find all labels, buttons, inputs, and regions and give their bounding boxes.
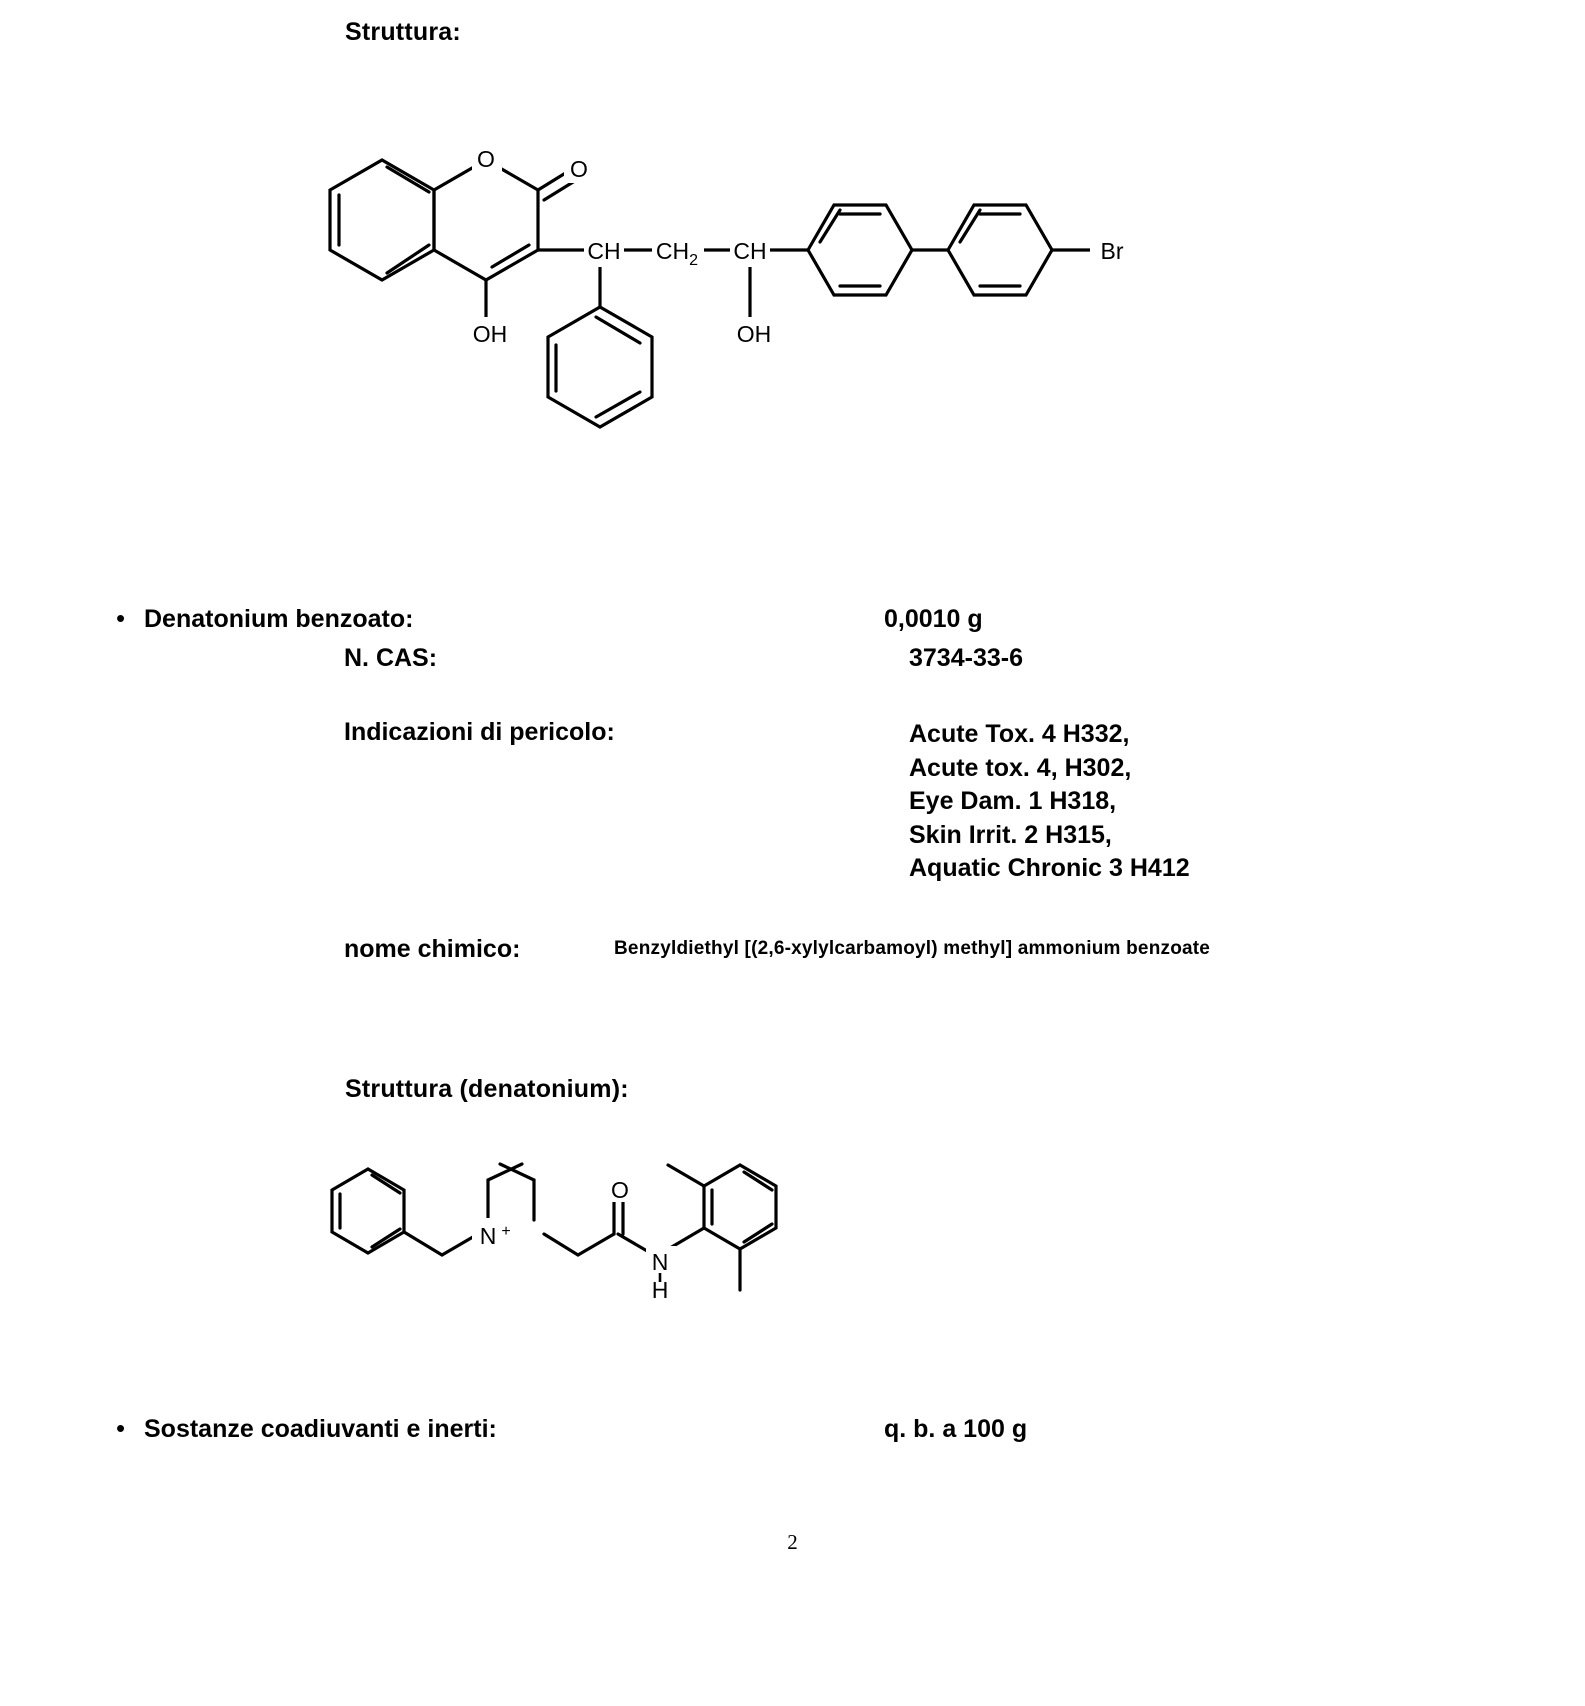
denatonium-structure <box>320 1160 900 1360</box>
page-subtitle-struttura-denatonium: Struttura (denatonium): <box>345 1075 629 1103</box>
hazard-label: Indicazioni di pericolo: <box>344 718 615 746</box>
chemical-name-value: Benzyldiethyl [(2,6-xylylcarbamoyl) methyl] ammonium benzoate <box>614 938 1211 959</box>
hazard-statement: Acute Tox. 4 H332, <box>909 720 1130 748</box>
denatonium-label: Denatonium benzoato: <box>144 605 414 633</box>
hazard-statement: Aquatic Chronic 3 H412 <box>909 854 1190 882</box>
atom-label-n-quaternary: N <box>479 1223 497 1249</box>
charge-label-plus: + <box>501 1223 511 1240</box>
denatonium-value: 0,0010 g <box>884 605 983 633</box>
atom-label-ch-right: CH <box>733 238 767 264</box>
hazard-statement: Acute tox. 4, H302, <box>909 753 1132 782</box>
atom-label-o-ring: O <box>477 146 495 172</box>
group-label-ch2: $CH_2$ <box>655 238 699 269</box>
page-title-struttura: Struttura: <box>345 18 461 46</box>
atom-label-o-carbonyl: O <box>570 156 588 182</box>
cas-row <box>344 644 1023 673</box>
hazard-statement: Skin Irrit. 2 H315, <box>909 820 1112 849</box>
atom-label-o-amide: O <box>611 1177 629 1203</box>
atom-label-oh-right: OH <box>736 321 772 347</box>
sostanze-label: Sostanze coadiuvanti e inerti: <box>144 1415 497 1443</box>
cas-value: 3734-33-6 <box>909 644 1023 672</box>
sostanze-value: q. b. a 100 g <box>884 1415 1028 1443</box>
hazard-statement: Eye Dam. 1 H318, <box>909 787 1117 815</box>
page-number: 2 <box>787 1530 798 1554</box>
atom-label-n-amide: N <box>651 1249 669 1275</box>
atom-label-oh-left: OH <box>472 321 508 347</box>
cas-label: N. CAS: <box>344 644 438 672</box>
atom-label-h-amide: H <box>651 1277 669 1303</box>
chemical-name-row <box>344 935 1210 964</box>
brodifacoum-structure <box>300 95 1220 455</box>
atom-label-ch-left: CH <box>587 238 621 264</box>
list-item-sostanze <box>110 1415 1027 1444</box>
bullet-icon: • <box>116 603 126 633</box>
hazard-row <box>344 718 1190 886</box>
chemical-name-label: nome chimico: <box>344 935 521 963</box>
hazard-statement-list <box>909 718 1190 886</box>
atom-label-br: Br <box>1100 238 1124 264</box>
list-item-denatonium <box>110 605 983 634</box>
bullet-icon: • <box>116 1413 126 1443</box>
